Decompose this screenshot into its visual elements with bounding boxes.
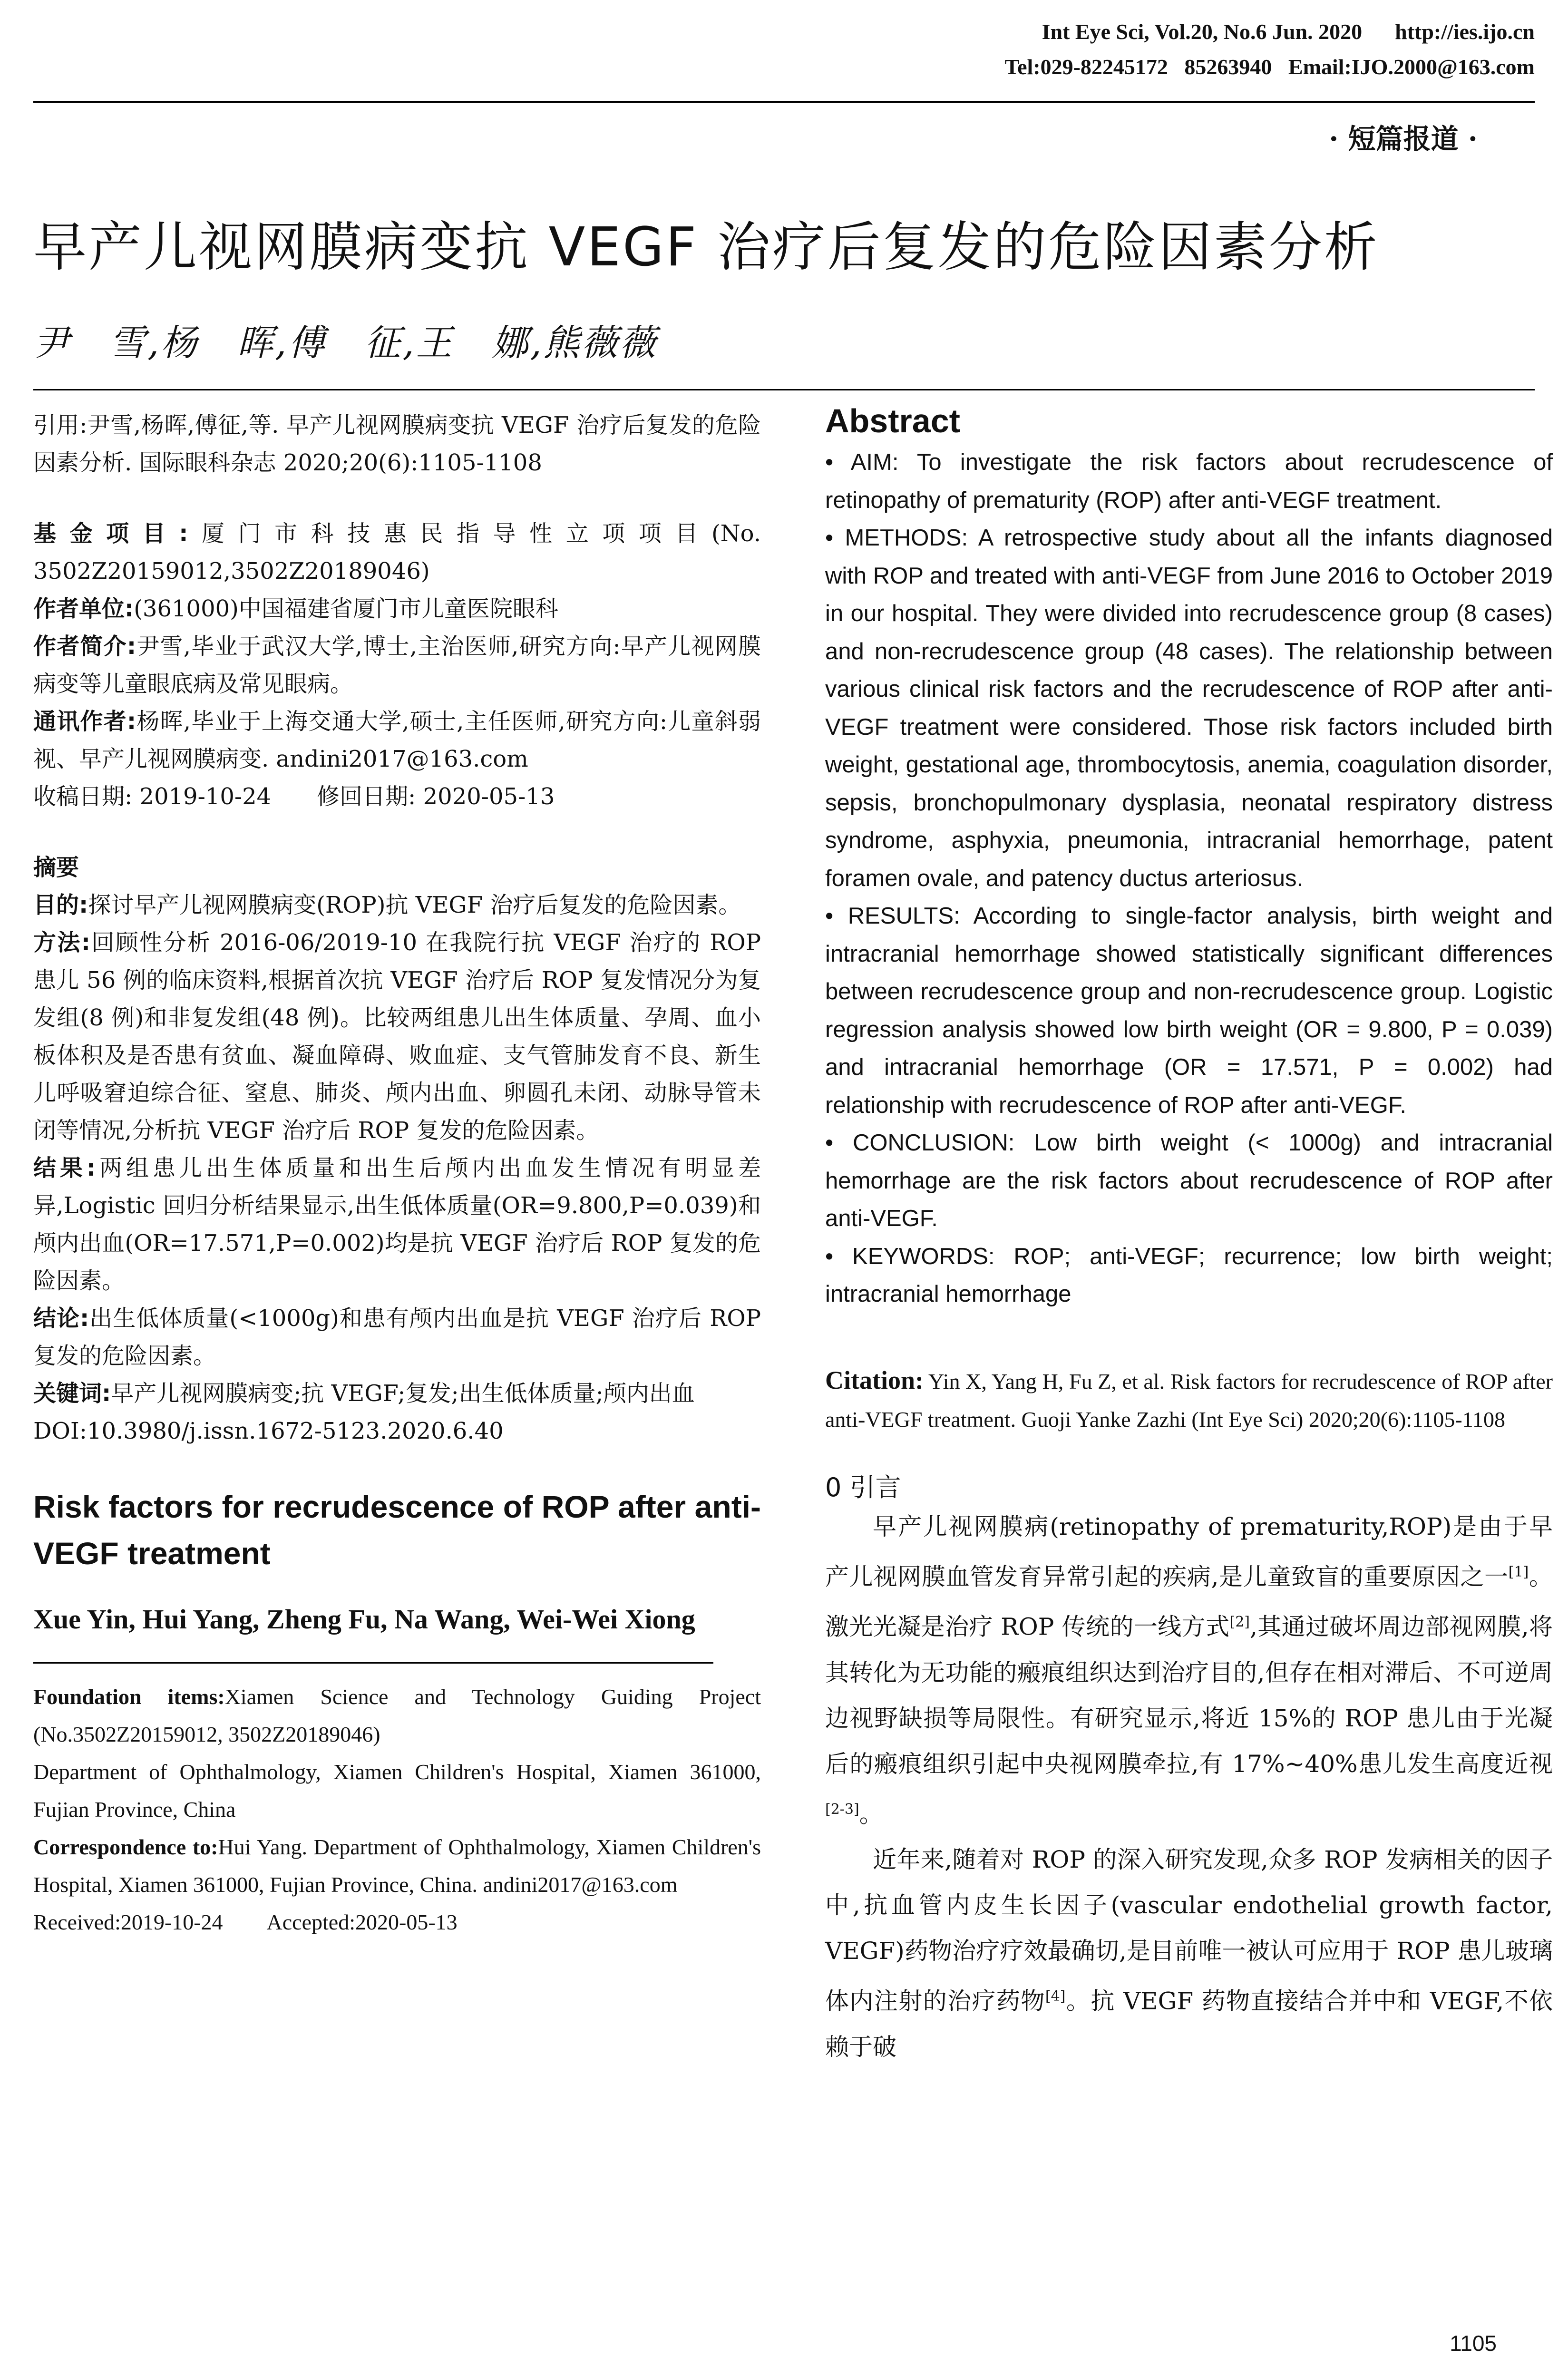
aim-cn bbox=[33, 887, 761, 924]
conclusion-label: 结论: bbox=[33, 1305, 89, 1332]
fund-text: 厦门市科技惠民指导性立项项目(No. 3502Z20159012,3502Z20189046) bbox=[33, 520, 761, 585]
methods-label: 方法: bbox=[33, 929, 90, 956]
intro-p2-a: 近年来,随着对 ROP 的深入研究发现,众多 ROP 发病相关的因子中,抗血管内皮生长因子(vascular endothelial growth factor, VEGF)药物治疗疗效最确切,是目前唯一被认可应用于 ROP 患儿玻璃体内注射的治疗药物 bbox=[825, 1846, 1553, 2016]
abstract-en bbox=[825, 444, 1553, 1314]
english-title: Risk factors for recrudescence of ROP after anti-VEGF treatment bbox=[33, 1489, 761, 1571]
intro-p1-c: ,其通过破坏周边部视网膜,将其转化为无功能的瘢痕组织达到治疗目的,但存在相对滞后、不可逆周边视野缺损等局限性。有研究显示,将近 15%的 ROP 患儿由于光凝后的瘢痕组织引起中央视网膜牵拉,有 17%~40%患儿发生高度近视 bbox=[825, 1613, 1553, 1778]
ref-4: [4] bbox=[1045, 1988, 1066, 2005]
ref-1: [1] bbox=[1508, 1563, 1529, 1580]
results-en: • RESULTS: According to single-factor analysis, birth weight and intracranial hemorrhage showed statistically significant differences between recrudescence group and non-recrudescence group. Logistic regression analysis showed low birth weight (OR = 9.800, P = 0.039) and intracranial hemorrhage (OR = 17.571, P = 0.002) had relationship with recrudescence of ROP after anti-VEGF. bbox=[825, 903, 1553, 1118]
keywords-label: 关键词: bbox=[33, 1380, 111, 1407]
abstract-en-heading: Abstract bbox=[825, 402, 960, 439]
intro-body bbox=[825, 1504, 1553, 2070]
intro-p1-a: 早产儿视网膜病(retinopathy of prematurity,ROP)是由于早产儿视网膜血管发育异常引起的疾病,是儿童致盲的重要原因之一 bbox=[825, 1512, 1553, 1591]
received-accepted: Received:2019-10-24 Accepted:2020-05-13 bbox=[33, 1910, 458, 1934]
journal-header-line2: Tel:029-82245172 85263940 Email:IJO.2000@163.com bbox=[1004, 55, 1535, 79]
aim-label: 目的: bbox=[33, 892, 88, 918]
foundation-label: Foundation items: bbox=[33, 1685, 225, 1709]
authors-cn: 尹 雪,杨 晖,傅 征,王 娜,熊薇薇 bbox=[33, 321, 658, 364]
abstract-cn-heading: 摘要 bbox=[33, 854, 79, 881]
methods-text: 回顾性分析 2016-06/2019-10 在我院行抗 VEGF 治疗的 ROP 患儿 56 例的临床资料,根据首次抗 VEGF 治疗后 ROP 复发情况分为复发组(8 例)和非复发组(48 例)。比较两组患儿出生体质量、孕周、血小板体积及是否患有贫血、凝血障碍、败血症、支气管肺发育不良、新生儿呼吸窘迫综合征、窒息、肺炎、颅内出血、卵圆孔未闭、动脉导管未闭等情况,分析抗 VEGF 治疗后 ROP 复发的危险因素。 bbox=[33, 929, 761, 1144]
section-tag: · 短篇报道 · bbox=[1329, 123, 1478, 155]
ref-2-3: [2-3] bbox=[825, 1801, 859, 1818]
foundation-text: Xiamen Science and Technology Guiding Project (No.3502Z20159012, 3502Z20189046) bbox=[33, 1685, 761, 1746]
keywords-en: • KEYWORDS: ROP; anti-VEGF; recurrence; low birth weight; intracranial hemorrhage bbox=[825, 1243, 1553, 1307]
page-title: 早产儿视网膜病变抗 VEGF 治疗后复发的危险因素分析 bbox=[33, 216, 1379, 278]
methods-cn bbox=[33, 924, 761, 1150]
corr-info bbox=[33, 703, 761, 778]
unit-label: 作者单位: bbox=[33, 595, 134, 622]
left-column bbox=[33, 407, 761, 1941]
english-authors: Xue Yin, Hui Yang, Zheng Fu, Na Wang, Wei-Wei Xiong bbox=[33, 1604, 695, 1635]
conclusion-text: 出生低体质量(<1000g)和患有颅内出血是抗 VEGF 治疗后 ROP 复发的危险因素。 bbox=[33, 1305, 761, 1369]
citation-label: Citation: bbox=[825, 1365, 924, 1394]
correspondence-text: Hui Yang. Department of Ophthalmology, Xiamen Children's Hospital, Xiamen 361000, Fujian Province, China. andini2017@163.com bbox=[33, 1835, 761, 1897]
bio-label: 作者简介: bbox=[33, 633, 136, 660]
intro-paragraph-1 bbox=[825, 1504, 1553, 1837]
title-rule bbox=[33, 389, 1535, 390]
ref-2: [2] bbox=[1229, 1614, 1250, 1631]
conclusion-cn bbox=[33, 1300, 761, 1375]
intro-p1-b: 。激光光凝是治疗 ROP 传统的一线方式 bbox=[825, 1563, 1553, 1641]
corr-text: 杨晖,毕业于上海交通大学,硕士,主任医师,研究方向:儿童斜弱视、早产儿视网膜病变. andini2017@163.com bbox=[33, 708, 761, 772]
results-text: 两组患儿出生体质量和出生后颅内出血发生情况有明显差异,Logistic 回归分析结果显示,出生低体质量(OR=9.800,P=0.039)和颅内出血(OR=17.571,P=0.002)均是抗 VEGF 治疗后 ROP 复发的危险因素。 bbox=[33, 1155, 761, 1294]
doi: DOI:10.3980/j.issn.1672-5123.2020.6.40 bbox=[33, 1418, 504, 1444]
intro-p2-b: 。抗 VEGF 药物直接结合并中和 VEGF,不依赖于破 bbox=[825, 1987, 1553, 2061]
english-front-matter bbox=[33, 1678, 761, 1941]
unit-text: (361000)中国福建省厦门市儿童医院眼科 bbox=[134, 595, 558, 622]
aim-en: • AIM: To investigate the risk factors about recrudescence of retinopathy of prematurity (ROP) after anti-VEGF treatment. bbox=[825, 449, 1553, 513]
corr-label: 通讯作者: bbox=[33, 708, 136, 735]
methods-en: • METHODS: A retrospective study about all the infants diagnosed with ROP and treated with anti-VEGF from June 2016 to October 2019 in our hospital. They were divided into recrudescence group (8 cases) and non-recrudescence group (48 cases). The relationship between various clinical risk factors and the recrudescence of ROP after anti-VEGF treatment were considered. Those risk factors included birth weight, gestational age, thrombocytosis, anemia, coagulation disorder, sepsis, bronchopulmonary dysplasia, neonatal respiratory distress syndrome, asphyxia, pneumonia, intracranial hemorrhage, patent foramen ovale, and patency ductus arteriosus. bbox=[825, 525, 1553, 891]
correspondence-label: Correspondence to: bbox=[33, 1835, 218, 1859]
aim-text: 探讨早产儿视网膜病变(ROP)抗 VEGF 治疗后复发的危险因素。 bbox=[88, 892, 741, 918]
bio-text: 尹雪,毕业于武汉大学,博士,主治医师,研究方向:早产儿视网膜病变等儿童眼底病及常见眼病。 bbox=[33, 633, 761, 697]
bio-info bbox=[33, 628, 761, 703]
intro-p1-d: 。 bbox=[859, 1800, 883, 1828]
results-cn bbox=[33, 1150, 761, 1300]
unit-info bbox=[33, 590, 761, 628]
results-label: 结果: bbox=[33, 1155, 96, 1181]
fund-label: 基金项目: bbox=[33, 520, 188, 547]
department-en: Department of Ophthalmology, Xiamen Children's Hospital, Xiamen 361000, Fujian Province, China bbox=[33, 1760, 761, 1822]
conclusion-en: • CONCLUSION: Low birth weight (< 1000g) and intracranial hemorrhage are the risk factors about recrudescence of ROP after anti-VEGF. bbox=[825, 1130, 1553, 1231]
journal-header-line1: Int Eye Sci, Vol.20, No.6 Jun. 2020 http://ies.ijo.cn bbox=[1042, 19, 1535, 44]
keywords-cn bbox=[33, 1375, 761, 1413]
dates-cn: 收稿日期: 2019-10-24 修回日期: 2020-05-13 bbox=[33, 783, 555, 810]
intro-paragraph-2 bbox=[825, 1837, 1553, 2070]
authors-rule bbox=[33, 1643, 713, 1664]
citation-en bbox=[825, 1361, 1553, 1439]
header-rule bbox=[33, 101, 1535, 103]
page-number: 1105 bbox=[1450, 2331, 1497, 2356]
keywords-text: 早产儿视网膜病变;抗 VEGF;复发;出生低体质量;颅内出血 bbox=[111, 1380, 695, 1407]
right-column bbox=[825, 402, 1553, 2070]
intro-heading: 0 引言 bbox=[825, 1472, 901, 1502]
fund-info bbox=[33, 515, 761, 590]
citation-en-text: Yin X, Yang H, Fu Z, et al. Risk factors for recrudescence of ROP after anti-VEGF treatment. Guoji Yanke Zazhi (Int Eye Sci) 2020;20(6):1105-1108 bbox=[825, 1369, 1553, 1432]
citation-cn: 引用:尹雪,杨晖,傅征,等. 早产儿视网膜病变抗 VEGF 治疗后复发的危险因素分析. 国际眼科杂志 2020;20(6):1105-1108 bbox=[33, 412, 761, 476]
